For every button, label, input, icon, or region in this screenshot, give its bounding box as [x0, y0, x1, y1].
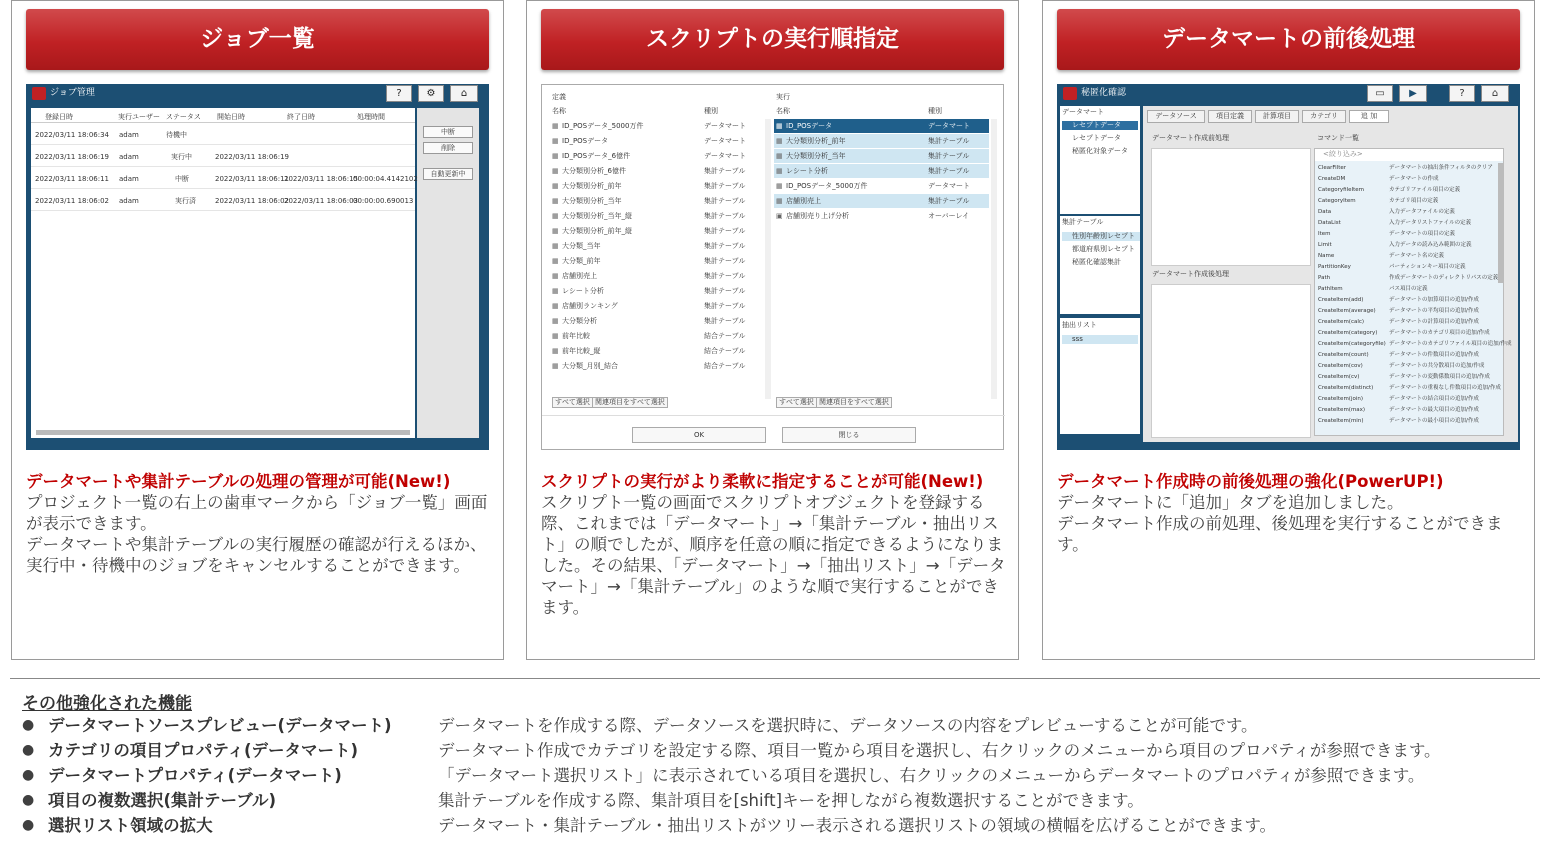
ok-button[interactable]: OK — [632, 427, 766, 443]
command-desc: 入力データファイルの定義 — [1389, 209, 1455, 215]
list-item-icon: ▦ — [552, 197, 559, 205]
command-desc: データマートのカテゴリファイル項目の追加/作成 — [1389, 341, 1512, 347]
panel-headline: データマート作成時の前後処理の強化(PowerUP!) — [1057, 472, 1444, 491]
command-row[interactable] — [1315, 405, 1497, 416]
command-row[interactable] — [1315, 306, 1497, 317]
command-name: Name — [1318, 253, 1335, 259]
command-name: ClearFilter — [1318, 165, 1347, 171]
row-registered: 2022/03/11 18:06:11 — [35, 175, 110, 183]
row-end: 2022/03/11 18:06:03 — [284, 197, 359, 205]
feature-desc: 集計テーブルを作成する際、集計項目を[shift]キーを押しながら複数選択することができます。 — [438, 791, 1144, 810]
command-row[interactable] — [1315, 361, 1497, 372]
feature-item — [22, 713, 1522, 738]
list-item-type: 集計テーブル — [928, 197, 970, 205]
command-name: Item — [1318, 231, 1331, 237]
tree-aggregate-label: 集計テーブル — [1062, 218, 1104, 226]
command-name: CreateItem(average) — [1318, 308, 1376, 314]
list-item[interactable] — [550, 149, 765, 163]
filter-input[interactable]: <絞り込み> — [1315, 149, 1503, 161]
list-item-type: 結合テーブル — [704, 362, 746, 370]
list-item[interactable] — [550, 329, 765, 343]
app-logo — [32, 87, 46, 100]
status-waiting: 待機中 — [166, 131, 187, 139]
bullet: ● — [22, 717, 35, 733]
delete-button[interactable]: 削除 — [423, 142, 473, 154]
right-col-type: 種別 — [928, 107, 942, 115]
command-desc: データマートの結合項目の追加/作成 — [1389, 396, 1479, 402]
list-item-name: レシート分析 — [786, 167, 828, 175]
list-item-type: 集計テーブル — [928, 137, 970, 145]
feature-desc: データマート作成でカテゴリを設定する際、項目一覧から項目を選択し、右クリックのメニューから項目のプロパティが参照できます。 — [438, 741, 1441, 760]
post-process-editor[interactable] — [1151, 284, 1311, 438]
tab-4[interactable]: カテゴリ — [1302, 110, 1346, 123]
row-user: adam — [119, 175, 139, 183]
list-item[interactable] — [774, 179, 989, 193]
col-end[interactable]: 終了日時 — [287, 113, 315, 121]
command-list-box — [1314, 148, 1512, 436]
feature-item — [22, 813, 1522, 838]
help-button[interactable]: ? — [1449, 85, 1475, 102]
list-item-type: 集計テーブル — [704, 227, 746, 235]
list-item-type: データマート — [704, 152, 746, 160]
list-item-icon: ▦ — [776, 122, 783, 130]
settings-button[interactable]: ⚙ — [418, 85, 444, 102]
row-start: 2022/03/11 18:06:11 — [215, 175, 290, 183]
status-done: 実行済 — [175, 197, 196, 205]
command-desc: データマートの共分散項目の追加/作成 — [1389, 363, 1485, 369]
list-item-name: 店舗別売上 — [786, 197, 821, 205]
command-name: CategoryfileItem — [1318, 187, 1365, 193]
command-name: CreateItem(add) — [1318, 297, 1364, 303]
footer-separator — [542, 415, 1005, 416]
command-desc: データマートの加算項目の追加/作成 — [1389, 297, 1479, 303]
close-button[interactable]: 閉じる — [782, 427, 916, 443]
command-name: CreateItem(max) — [1318, 407, 1366, 413]
list-item-type: データマート — [928, 182, 970, 190]
list-item-name: 店舗別売上 — [562, 272, 597, 280]
horizontal-scrollbar[interactable] — [36, 430, 410, 435]
list-item-type: 集計テーブル — [704, 302, 746, 310]
list-item[interactable] — [550, 359, 765, 373]
list-item-name: 大分類_前年 — [562, 257, 601, 265]
tab-2[interactable]: 項目定義 — [1208, 110, 1252, 123]
feature-name: 項目の複数選択(集計テーブル) — [48, 791, 277, 810]
list-item-name: 大分類別分析_当年 — [562, 197, 622, 205]
list-item-type: 集計テーブル — [704, 272, 746, 280]
save-button[interactable]: ▭ — [1367, 85, 1393, 102]
row-user: adam — [119, 153, 139, 161]
command-row[interactable] — [1315, 273, 1497, 284]
table-row[interactable] — [31, 169, 418, 189]
right-pane — [417, 108, 479, 438]
list-item-type: データマート — [704, 137, 746, 145]
prepost-screenshot — [1057, 84, 1520, 450]
panel-script-order — [526, 0, 1019, 660]
list-item-name: 前年比較_縦 — [562, 347, 601, 355]
command-row[interactable] — [1315, 383, 1501, 394]
tab-1[interactable]: データソース — [1147, 110, 1205, 123]
right-select-all-button[interactable]: すべて選択 — [776, 397, 817, 408]
command-name: PathItem — [1318, 286, 1343, 292]
command-row[interactable] — [1315, 218, 1497, 229]
list-item-icon: ▦ — [776, 182, 783, 190]
panel-title: データマートの前後処理 — [1057, 9, 1520, 70]
command-name: CreateItem(join) — [1318, 396, 1363, 402]
row-time: 00:00:04.4142102 — [353, 175, 418, 183]
panel-body: データマートや集計テーブルの実行履歴の確認が行えるほか、実行中・待機中のジョブをキャンセルすることができます。 — [26, 535, 487, 575]
command-name: CategoryItem — [1318, 198, 1356, 204]
command-name: CreateItem(category) — [1318, 330, 1378, 336]
command-desc: パーティションキー項目の定義 — [1389, 264, 1466, 270]
list-item-type: データマート — [928, 122, 970, 130]
left-select-related-button[interactable]: 関連項目をすべて選択 — [592, 397, 668, 408]
list-item-icon: ▦ — [552, 152, 559, 160]
command-name: CreateDM — [1318, 176, 1346, 182]
list-item-type: データマート — [704, 122, 746, 130]
list-item[interactable] — [774, 134, 989, 148]
feature-item — [22, 788, 1522, 813]
row-end: 2022/03/11 18:06:15 — [284, 175, 359, 183]
list-item-icon: ▦ — [552, 212, 559, 220]
post-process-label: データマート作成後処理 — [1152, 270, 1229, 278]
status-aborted: 中断 — [175, 175, 189, 183]
list-item-type: 集計テーブル — [704, 242, 746, 250]
left-scrollbar[interactable] — [765, 119, 771, 399]
list-item-name: 大分類別分析_6億件 — [562, 167, 626, 175]
list-item-icon: ▦ — [552, 302, 559, 310]
right-select-related-button[interactable]: 関連項目をすべて選択 — [816, 397, 892, 408]
col-user[interactable]: 実行ユーザー — [118, 113, 160, 121]
list-item-type: オーバーレイ — [928, 212, 970, 220]
list-item[interactable] — [774, 164, 989, 178]
command-desc: カテゴリ項目の定義 — [1389, 198, 1439, 204]
panel-description — [26, 471, 491, 576]
execution-list — [774, 119, 989, 399]
auto-refresh-button[interactable]: 自動更新中 — [423, 168, 473, 180]
command-desc: 入力データの読み込み範囲の定義 — [1389, 242, 1472, 248]
list-item-icon: ▦ — [552, 272, 559, 280]
help-button[interactable]: ? — [386, 85, 412, 102]
panel-headline: データマートや集計テーブルの処理の管理が可能(New!) — [26, 472, 451, 491]
list-item-icon: ▦ — [552, 287, 559, 295]
list-item[interactable] — [550, 284, 765, 298]
command-desc: データマートの最大項目の追加/作成 — [1389, 407, 1479, 413]
command-name: CreateItem(cv) — [1318, 374, 1360, 380]
table-row[interactable] — [31, 147, 415, 167]
list-item[interactable] — [550, 119, 765, 133]
table-row[interactable] — [31, 191, 415, 211]
command-desc: カテゴリファイル項目の定義 — [1389, 187, 1461, 193]
command-desc: データマートの作成 — [1389, 176, 1439, 182]
right-scrollbar[interactable] — [991, 119, 997, 399]
feature-desc: データマート・集計テーブル・抽出リストがツリー表示される選択リストの領域の横幅を広げることができます。 — [438, 816, 1277, 835]
right-col-name: 名称 — [776, 107, 790, 115]
tree-item[interactable]: 秘匿化対象データ — [1072, 147, 1128, 155]
bullet: ● — [22, 817, 35, 833]
list-item-name: 大分類別分析_前年 — [562, 182, 622, 190]
panel-headline: スクリプトの実行がより柔軟に指定することが可能(New!) — [541, 472, 984, 491]
command-name: Data — [1318, 209, 1332, 215]
panel-job-list — [11, 0, 504, 660]
feature-desc: 「データマート選択リスト」に表示されている項目を選択し、右クリックのメニューからデータマートのプロパティが参照できます。 — [438, 766, 1425, 785]
list-item-icon: ▦ — [552, 347, 559, 355]
list-item-icon: ▦ — [552, 182, 559, 190]
list-item-name: 大分類_当年 — [562, 242, 601, 250]
row-registered: 2022/03/11 18:06:34 — [35, 131, 110, 139]
list-item-type: 集計テーブル — [704, 257, 746, 265]
list-item[interactable] — [774, 194, 989, 208]
command-name: CreateItem(distinct) — [1318, 385, 1374, 391]
command-name: DataList — [1318, 220, 1341, 226]
list-item-icon: ▦ — [552, 332, 559, 340]
table-header — [31, 112, 415, 123]
command-desc: データマートの重複なし件数項目の追加/作成 — [1389, 385, 1501, 391]
list-item-name: 大分類_月別_結合 — [562, 362, 618, 370]
list-item-icon: ▦ — [552, 257, 559, 265]
command-row[interactable] — [1315, 262, 1497, 273]
panel-description — [1057, 471, 1522, 555]
home-button[interactable]: ⌂ — [1481, 85, 1509, 102]
job-screenshot — [26, 84, 489, 450]
other-features-title: その他強化された機能 — [22, 694, 192, 714]
list-item-icon: ▦ — [776, 167, 783, 175]
command-desc: データマートの件数項目の追加/作成 — [1389, 352, 1479, 358]
list-item[interactable] — [550, 179, 765, 193]
col-registered[interactable]: 登録日時 — [45, 113, 73, 121]
list-item-type: 集計テーブル — [704, 317, 746, 325]
list-item[interactable] — [774, 209, 989, 223]
list-item-icon: ▣ — [776, 212, 783, 220]
row-time: 00:00:00.690013 — [353, 197, 414, 205]
command-row[interactable] — [1315, 328, 1497, 339]
left-select-all-button[interactable]: すべて選択 — [552, 397, 593, 408]
list-item-type: 結合テーブル — [704, 332, 746, 340]
command-desc: 入力データリストファイルの定義 — [1389, 220, 1472, 226]
tree-item[interactable]: 都道府県別レセプト — [1072, 245, 1135, 253]
command-row[interactable] — [1315, 416, 1497, 427]
command-scrollbar[interactable] — [1498, 163, 1503, 283]
command-row[interactable] — [1315, 196, 1497, 207]
command-desc: データマートの平均項目の追加/作成 — [1389, 308, 1479, 314]
list-item-icon: ▦ — [552, 122, 559, 130]
feature-name: 選択リスト領域の拡大 — [48, 816, 213, 835]
row-start: 2022/03/11 18:06:19 — [215, 153, 290, 161]
app-logo — [1063, 87, 1077, 100]
pre-process-editor[interactable] — [1151, 148, 1311, 266]
panel-title: スクリプトの実行順指定 — [541, 9, 1004, 70]
panel-title: ジョブ一覧 — [26, 9, 489, 70]
panel-body: スクリプト一覧の画面でスクリプトオブジェクトを登録する際、これまでは「データマート」→「集計テーブル・抽出リスト」の順でしたが、順序を任意の順に指定できるようになりました。その結果、「データマート」→「抽出リスト」→「データマート」→「集計テーブル」のような順で実行することができます。 — [541, 493, 1006, 617]
command-desc: データマートの項目の定義 — [1389, 231, 1456, 237]
script-screenshot — [541, 84, 1004, 450]
list-item[interactable] — [774, 119, 989, 133]
list-item[interactable] — [550, 194, 765, 208]
feature-name: データマートソースプレビュー(データマート) — [48, 716, 392, 735]
list-item-icon: ▦ — [776, 152, 783, 160]
bullet: ● — [22, 767, 35, 783]
run-button[interactable]: ▶ — [1399, 85, 1427, 102]
list-item-type: 集計テーブル — [704, 212, 746, 220]
tree-item[interactable]: sss — [1062, 335, 1138, 344]
command-row[interactable] — [1315, 295, 1497, 306]
command-name: Path — [1318, 275, 1331, 281]
list-item-icon: ▦ — [776, 137, 783, 145]
list-item-name: 大分類別分析_前年 — [786, 137, 846, 145]
command-name: PartitionKey — [1318, 264, 1351, 270]
command-row[interactable] — [1315, 284, 1497, 295]
command-name: CreateItem(cov) — [1318, 363, 1363, 369]
command-name: CreateItem(min) — [1318, 418, 1364, 424]
tree-item[interactable]: レセプトデータ — [1062, 121, 1138, 130]
command-row[interactable] — [1315, 372, 1497, 383]
list-item-type: 集計テーブル — [928, 167, 970, 175]
tab-3[interactable]: 計算項目 — [1255, 110, 1299, 123]
list-item-name: 大分類分析 — [562, 317, 597, 325]
list-item-name: 大分類別分析_前年_縦 — [562, 227, 632, 235]
list-item-name: 大分類別分析_当年 — [786, 152, 846, 160]
list-item[interactable] — [550, 314, 765, 328]
tree-item[interactable]: レセプトデータ — [1072, 134, 1121, 142]
list-item-type: 結合テーブル — [704, 347, 746, 355]
section-divider — [10, 678, 1540, 679]
list-item[interactable] — [550, 299, 765, 313]
list-item-name: ID_POSデータ_6億件 — [562, 152, 631, 160]
panel-body: プロジェクト一覧の右上の歯車マークから「ジョブ一覧」画面が表示できます。 — [26, 493, 488, 533]
list-item-type: 集計テーブル — [704, 197, 746, 205]
col-status[interactable]: ステータス — [166, 113, 201, 121]
home-button[interactable]: ⌂ — [450, 85, 478, 102]
col-start[interactable]: 開始日時 — [217, 113, 245, 121]
list-item-name: レシート分析 — [562, 287, 604, 295]
window-title: ジョブ管理 — [50, 88, 95, 98]
command-list-label: コマンド一覧 — [1317, 134, 1359, 142]
list-item[interactable] — [550, 269, 765, 283]
left-col-type: 種別 — [704, 107, 718, 115]
feature-item — [22, 763, 1522, 788]
tree-item[interactable]: 性別年齢別レセプト — [1062, 232, 1140, 241]
row-start: 2022/03/11 18:06:02 — [215, 197, 290, 205]
panel-description — [541, 471, 1006, 618]
command-row[interactable] — [1315, 339, 1512, 350]
command-row[interactable] — [1315, 185, 1497, 196]
table-row[interactable] — [31, 125, 415, 145]
list-item-icon: ▦ — [552, 242, 559, 250]
command-desc: 作成データマートのディレクトリパスの定義 — [1389, 275, 1499, 281]
list-item-icon: ▦ — [552, 362, 559, 370]
list-item-name: 大分類別分析_当年_縦 — [562, 212, 632, 220]
list-item-name: 前年比較 — [562, 332, 590, 340]
panel-body: データマートに「追加」タブを追加しました。 — [1057, 493, 1404, 512]
list-item-icon: ▦ — [776, 197, 783, 205]
definition-list — [550, 119, 765, 399]
list-item[interactable] — [550, 344, 765, 358]
command-desc: データマートの抽出条件フィルタのクリア — [1389, 165, 1493, 171]
list-item-name: 店舗別売り上げ分析 — [786, 212, 849, 220]
list-item-type: 集計テーブル — [928, 152, 970, 160]
command-name: CreateItem(count) — [1318, 352, 1369, 358]
list-item-name: ID_POSデータ — [562, 137, 609, 145]
command-name: Limit — [1318, 242, 1332, 248]
command-desc: データマート名の定義 — [1389, 253, 1445, 259]
command-row[interactable] — [1315, 240, 1497, 251]
list-item-icon: ▦ — [552, 317, 559, 325]
command-desc: データマートの計算項目の追加/作成 — [1389, 319, 1479, 325]
list-item[interactable] — [550, 134, 765, 148]
command-desc: データマートのカテゴリ項目の追加/作成 — [1389, 330, 1490, 336]
bullet: ● — [22, 792, 35, 808]
list-item-name: 店舗別ランキング — [562, 302, 618, 310]
command-name: CreateItem(calc) — [1318, 319, 1365, 325]
panel-body: データマート作成の前処理、後処理を実行することができます。 — [1057, 514, 1503, 554]
pre-process-label: データマート作成前処理 — [1152, 134, 1229, 142]
list-item[interactable] — [550, 164, 765, 178]
bullet: ● — [22, 742, 35, 758]
command-row[interactable] — [1315, 394, 1497, 405]
list-item[interactable] — [550, 224, 765, 238]
row-user: adam — [119, 131, 139, 139]
row-user: adam — [119, 197, 139, 205]
command-row[interactable] — [1315, 207, 1497, 218]
command-desc: データマートの最小項目の追加/作成 — [1389, 418, 1479, 424]
list-item[interactable] — [550, 209, 765, 223]
command-row[interactable] — [1315, 174, 1497, 185]
list-item-icon: ▦ — [552, 227, 559, 235]
command-row[interactable] — [1315, 229, 1497, 240]
left-col-name: 名称 — [552, 107, 566, 115]
list-item-name: ID_POSデータ_5000万件 — [562, 122, 644, 130]
feature-item — [22, 738, 1522, 763]
command-desc: パス項目の定義 — [1389, 286, 1428, 292]
window-title: 秘匿化確認 — [1081, 88, 1127, 98]
left-header: 定義 — [552, 93, 566, 101]
command-row[interactable] — [1315, 251, 1497, 262]
command-row[interactable] — [1315, 350, 1497, 361]
list-item-type: 集計テーブル — [704, 167, 746, 175]
tree-datamart-label: データマート — [1062, 108, 1104, 116]
tree-item[interactable]: 秘匿化確認集計 — [1072, 258, 1121, 266]
command-row[interactable] — [1315, 317, 1497, 328]
list-item-name: ID_POSデータ_5000万件 — [786, 182, 868, 190]
abort-button[interactable]: 中断 — [423, 126, 473, 138]
command-row[interactable] — [1315, 163, 1497, 174]
tree-extract-label: 抽出リスト — [1062, 321, 1097, 329]
panel-pre-post — [1042, 0, 1535, 660]
row-registered: 2022/03/11 18:06:02 — [35, 197, 110, 205]
list-item-type: 集計テーブル — [704, 287, 746, 295]
list-item[interactable] — [774, 149, 989, 163]
right-header: 実行 — [776, 93, 790, 101]
list-item-icon: ▦ — [552, 137, 559, 145]
command-desc: データマートの変動係数項目の追加/作成 — [1389, 374, 1490, 380]
status-running: 実行中 — [171, 153, 192, 161]
command-name: CreateItem(categoryfile) — [1318, 341, 1386, 347]
list-item-icon: ▦ — [552, 167, 559, 175]
col-time[interactable]: 処理時間 — [357, 113, 385, 121]
list-item-name: ID_POSデータ — [786, 122, 833, 130]
feature-name: カテゴリの項目プロパティ(データマート) — [48, 741, 359, 760]
list-item[interactable] — [550, 239, 765, 253]
row-registered: 2022/03/11 18:06:19 — [35, 153, 110, 161]
tab-5[interactable]: 追 加 — [1349, 110, 1389, 123]
feature-desc: データマートを作成する際、データソースを選択時に、データソースの内容をプレビューすることが可能です。 — [438, 716, 1258, 735]
feature-name: データマートプロパティ(データマート) — [48, 766, 342, 785]
list-item-type: 集計テーブル — [704, 182, 746, 190]
list-item[interactable] — [550, 254, 765, 268]
